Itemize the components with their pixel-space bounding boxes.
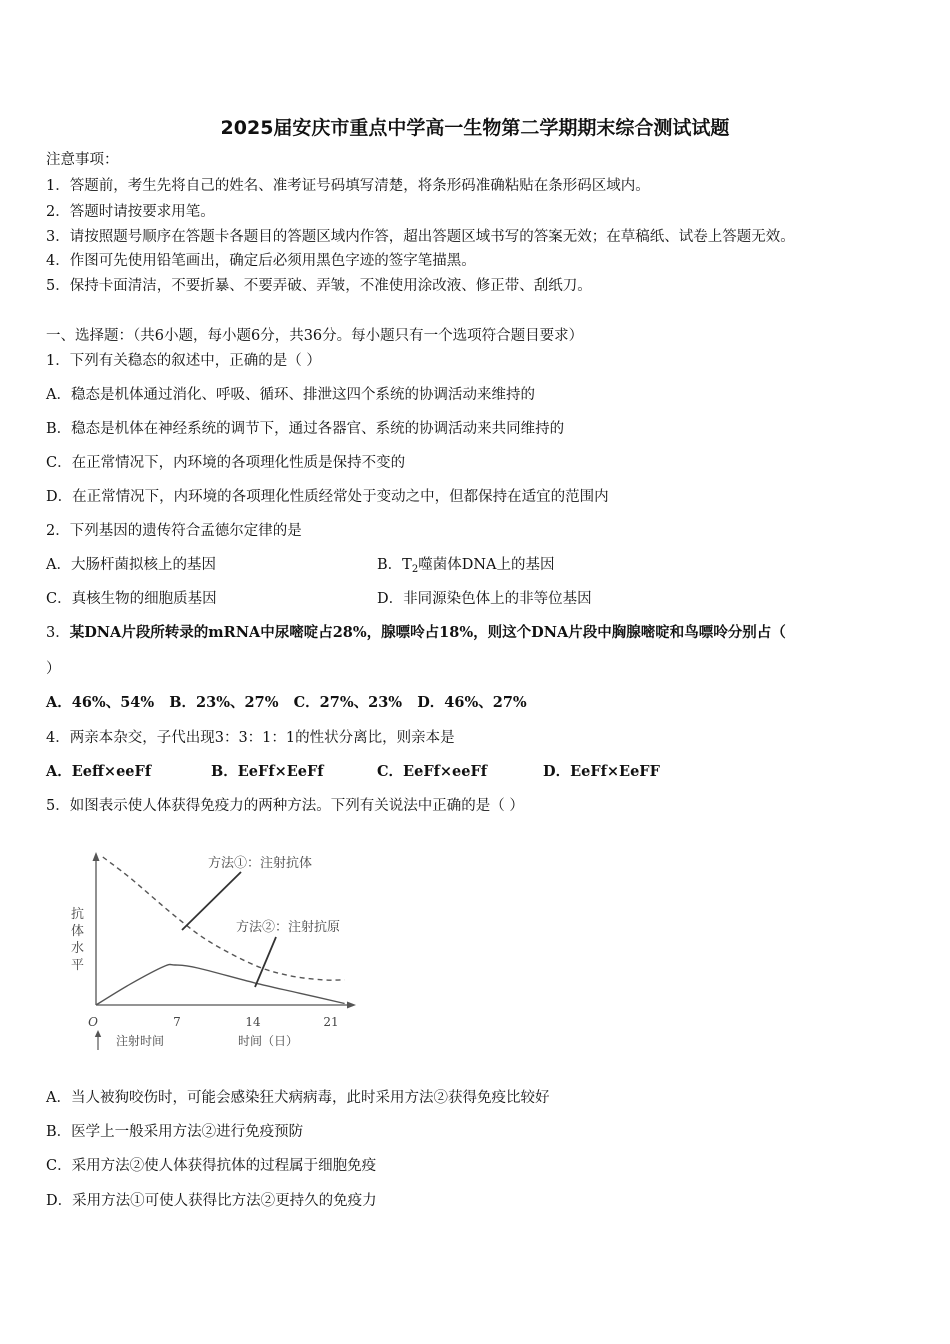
question-5-option-a: A．当人被狗咬伤时，可能会感染狂犬病病毒，此时采用方法②获得免疫比较好 xyxy=(46,1090,550,1106)
question-2-option-a: A．大肠杆菌拟核上的基因 xyxy=(46,557,216,573)
question-1-option-b: B．稳态是机体在神经系统的调节下，通过各器官、系统的协调活动来共同维持的 xyxy=(46,421,565,437)
question-4-option-d: D．EeFf×EeFF xyxy=(543,763,660,780)
y-axis-arrow xyxy=(93,852,100,861)
question-3-stem-cont: ） xyxy=(46,661,61,677)
question-5-option-d: D．采用方法①可使人获得比方法②更持久的免疫力 xyxy=(46,1193,377,1209)
x-axis-arrow xyxy=(347,1002,356,1009)
legend-method-1: 方法①：注射抗体 xyxy=(208,856,313,871)
question-number: 3． xyxy=(46,625,70,641)
question-1-option-d: D．在正常情况下，内环境的各项理化性质经常处于变动之中，但都保持在适宜的范围内 xyxy=(46,489,609,505)
notice-item: 1．答题前，考生先将自己的姓名、准考证号码填写清楚，将条形码准确粘贴在条形码区域内。 xyxy=(46,178,650,194)
y-label-char: 体 xyxy=(71,924,85,939)
page-title: 2025届安庆市重点中学高一生物第二学期期末综合测试试题 xyxy=(220,117,730,139)
x-tick-label: O xyxy=(88,1015,98,1029)
question-4-option-c: C．EeFf×eeFf xyxy=(377,763,487,780)
question-2-option-c: C．真核生物的细胞质基因 xyxy=(46,591,217,607)
notice-item: 3．请按照题号顺序在答题卡各题目的答题区域内作答，超出答题区域书写的答案无效；在草稿纸、试卷上答题无效。 xyxy=(46,229,795,245)
question-2-option-d: D．非同源染色体上的非等位基因 xyxy=(377,591,592,607)
notice-heading: 注意事项： xyxy=(46,152,119,168)
callout-line-method-2 xyxy=(255,937,276,987)
injection-arrow-head xyxy=(95,1030,101,1037)
question-2-option-b xyxy=(377,555,555,580)
option-b-prefix: B．T xyxy=(377,557,412,573)
question-4-option-b: B．EeFf×EeFf xyxy=(211,763,324,780)
x-marker-label: 注射时间 xyxy=(116,1034,165,1048)
question-5-option-b: B．医学上一般采用方法②进行免疫预防 xyxy=(46,1124,304,1140)
question-5-option-c: C．采用方法②使人体获得抗体的过程属于细胞免疫 xyxy=(46,1158,377,1174)
question-3-stem xyxy=(46,623,786,643)
y-label-char: 抗 xyxy=(71,907,85,922)
x-axis-label: 时间（日） xyxy=(238,1034,299,1048)
question-2-stem: 2．下列基因的遗传符合孟德尔定律的是 xyxy=(46,523,302,539)
section-heading: 一、选择题：（共6小题，每小题6分，共36分。每小题只有一个选项符合题目要求） xyxy=(46,328,584,344)
notice-item: 5．保持卡面清洁，不要折暴、不要弄破、弄皱，不准使用涂改液、修正带、刮纸刀。 xyxy=(46,278,592,294)
question-5-stem: 5．如图表示使人体获得免疫力的两种方法。下列有关说法中正确的是（ ） xyxy=(46,798,524,814)
y-label-char: 平 xyxy=(71,958,85,973)
callout-line-method-1 xyxy=(182,872,241,930)
x-tick-label: 21 xyxy=(323,1015,339,1029)
y-label-char: 水 xyxy=(71,941,85,956)
question-text: 某DNA片段所转录的mRNA中尿嘧啶占28%，腺嘌呤占18%，则这个DNA片段中胸腺嘧啶和鸟嘌呤分别占（ xyxy=(69,624,786,641)
x-tick-label: 7 xyxy=(173,1015,181,1029)
subscript: 2 xyxy=(411,564,419,575)
question-1-stem: 1．下列有关稳态的叙述中，正确的是（ ） xyxy=(46,353,321,369)
question-1-option-c: C．在正常情况下，内环境的各项理化性质是保持不变的 xyxy=(46,455,406,471)
question-text: 两亲本杂交，子代出现3：3：1：1的性状分离比，则亲本是 xyxy=(69,730,455,746)
notice-item: 2．答题时请按要求用笔。 xyxy=(46,204,215,220)
series-line-method-1 xyxy=(103,857,345,980)
question-4-stem xyxy=(46,728,455,748)
question-4-option-a: A．Eeff×eeFf xyxy=(46,763,152,780)
series-line-method-2 xyxy=(96,964,345,1005)
legend-method-2: 方法②：注射抗原 xyxy=(236,920,341,935)
notice-item: 4．作图可先使用铅笔画出，确定后必须用黑色字迹的签字笔描黑。 xyxy=(46,253,476,269)
antibody-level-graph xyxy=(58,840,378,1060)
question-number: 4． xyxy=(46,730,70,746)
x-tick-label: 14 xyxy=(245,1015,261,1029)
question-3-options: A．46%、54% B．23%、27% C．27%、23% D．46%、27% xyxy=(46,694,527,711)
question-1-option-a: A．稳态是机体通过消化、呼吸、循环、排泄这四个系统的协调活动来维持的 xyxy=(46,387,535,403)
option-b-suffix: 噬菌体DNA上的基因 xyxy=(418,557,555,573)
